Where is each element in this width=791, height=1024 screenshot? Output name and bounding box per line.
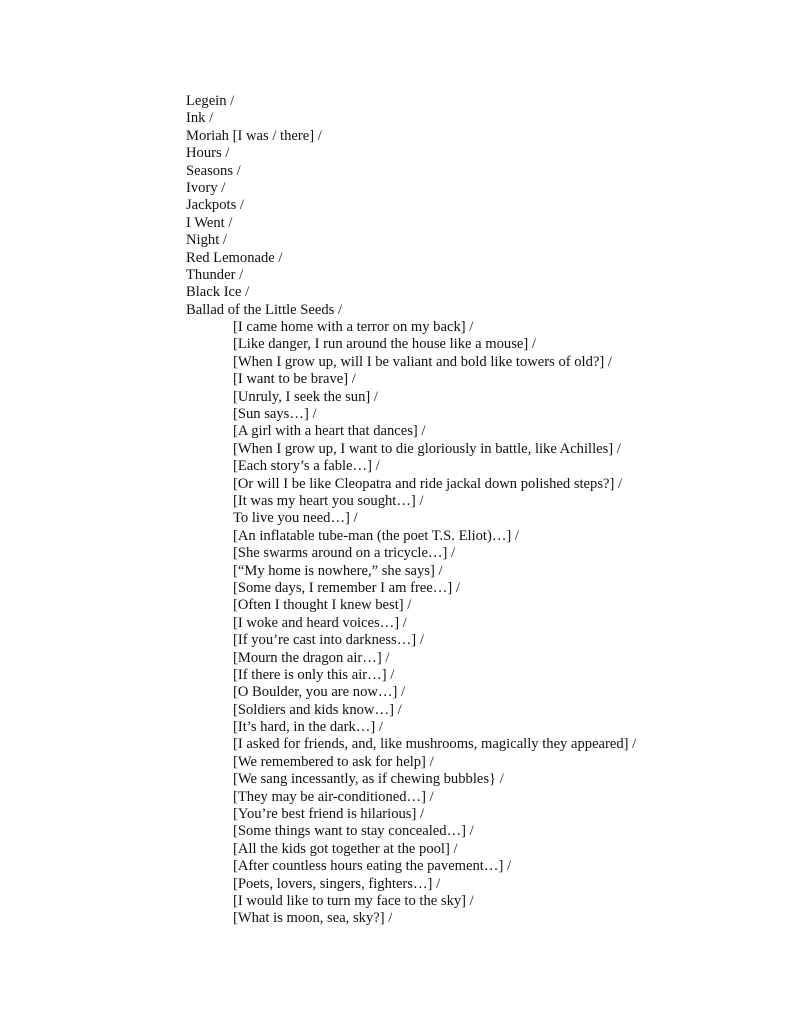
sub-entry: [Unruly, I seek the sun] / [233, 388, 378, 405]
contents-entry: Hours / [186, 145, 230, 162]
sub-entry: [When I grow up, will I be valiant and bold like towers of old?] / [233, 353, 612, 370]
sub-entry: [It’s hard, in the dark…] / [233, 719, 383, 736]
contents-entry: Red Lemonade / [186, 249, 283, 266]
sub-entry: [We remembered to ask for help] / [233, 753, 434, 770]
sub-entry: [She swarms around on a tricycle…] / [233, 545, 456, 562]
contents-entry: Legein / [186, 93, 235, 109]
sub-entry: [After countless hours eating the pavement…] / [233, 858, 512, 875]
sub-entry: [Some things want to stay concealed…] / [233, 823, 474, 840]
ballad-subsection [186, 319, 636, 928]
sub-entry: [If there is only this air…] / [233, 666, 395, 683]
contents-entry: Jackpots / [186, 197, 244, 214]
sub-entry: [I woke and heard voices…] / [233, 614, 407, 631]
sub-entry: [Sun says…] / [233, 406, 317, 423]
sub-entry: [I would like to turn my face to the sky] / [233, 892, 474, 909]
contents-entry: Night / [186, 232, 227, 249]
sub-entry: [Often I thought I knew best] / [233, 597, 412, 614]
contents-entry: Ivory / [186, 179, 226, 196]
sub-entry: [A girl with a heart that dances] / [233, 423, 426, 440]
sub-entry: [An inflatable tube-man (the poet T.S. Eliot)…] / [233, 527, 519, 544]
sub-entry: [Mourn the dragon air…] / [233, 649, 390, 666]
contents-entry: Thunder / [186, 266, 244, 283]
sub-entry: [You’re best friend is hilarious] / [233, 806, 425, 823]
sub-entry: [O Boulder, you are now…] / [233, 684, 406, 701]
sub-entry: [They may be air-conditioned…] / [233, 788, 434, 805]
sub-entry: [Soldiers and kids know…] / [233, 701, 402, 718]
sub-entry: [If you’re cast into darkness…] / [233, 632, 424, 649]
contents-entry: Ballad of the Little Seeds / [186, 301, 343, 318]
contents-entry: I Went / [186, 214, 233, 231]
contents-list [186, 93, 636, 928]
contents-entry: Moriah [I was / there] / [186, 127, 322, 144]
sub-entry: [I want to be brave] / [233, 371, 356, 388]
sub-entry: [Like danger, I run around the house like a mouse] / [233, 336, 536, 353]
contents-entry: Ink / [186, 110, 214, 127]
sub-entry: [Poets, lovers, singers, fighters…] / [233, 875, 441, 892]
sub-entry: [It was my heart you sought…] / [233, 492, 424, 509]
contents-entry: Seasons / [186, 162, 241, 179]
sub-entry: [We sang incessantly, as if chewing bubbles} / [233, 771, 504, 788]
sub-entry: [When I grow up, I want to die gloriously in battle, like Achilles] / [233, 440, 621, 457]
sub-entry: [“My home is nowhere,” she says] / [233, 562, 443, 579]
sub-entry: [All the kids got together at the pool] / [233, 840, 458, 857]
sub-entry: [Or will I be like Cleopatra and ride jackal down polished steps?] / [233, 475, 623, 492]
sub-entry: [Some days, I remember I am free…] / [233, 579, 460, 596]
sub-entry: [I came home with a terror on my back] / [233, 319, 474, 336]
contents-entry: Black Ice / [186, 284, 250, 301]
ballad-sub-list [186, 319, 636, 928]
sub-entry: To live you need…] / [233, 510, 358, 527]
sub-entry: [I asked for friends, and, like mushrooms, magically they appeared] / [233, 736, 637, 753]
sub-entry: [What is moon, sea, sky?] / [233, 910, 393, 927]
sub-entry: [Each story’s a fable…] / [233, 458, 380, 475]
